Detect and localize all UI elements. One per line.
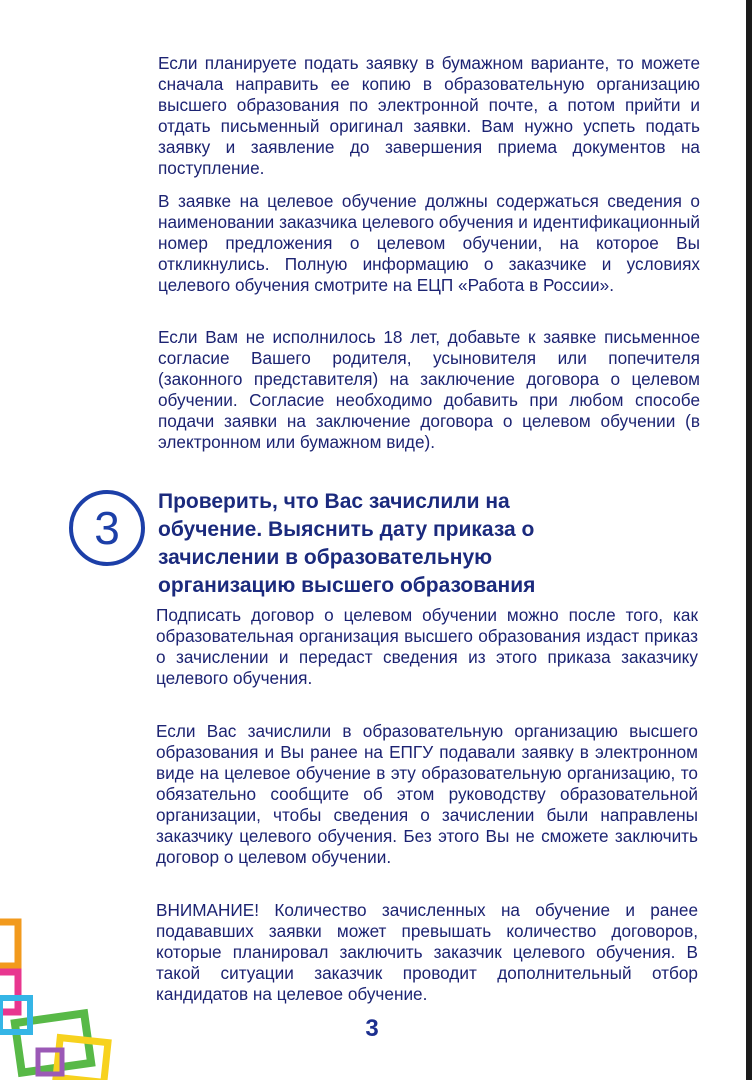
paragraph-notify-organization: Если Вас зачислили в образовательную организацию высшего образования и Вы ранее на ЕПГУ подавали заявку в электронном виде на целевое обучение в эту образовательную организацию, то обязательно сообщите об этом руководству образовательной организации, чтобы сведения о зачислении были направлены заказчику целевого обучения. Без этого Вы не сможете заключить договор о целевом обучении. (156, 721, 698, 867)
page-number: 3 (365, 1015, 379, 1042)
decorative-squares-graphic (0, 900, 140, 1080)
paragraph-sign-contract: Подписать договор о целевом обучении можно после того, как образовательная организация высшего образования издаст приказ о зачислении и передаст сведения из этого приказа заказчику целевого обучения. (156, 605, 698, 688)
paragraph-parent-consent: Если Вам не исполнилось 18 лет, добавьте к заявке письменное согласие Вашего родителя, усыновителя или попечителя (законного представителя) на заключение договора о целевом обучении. Согласие необходимо добавить при любом способе подачи заявки на заключение договора о целевом обучении (в электронном или бумажном виде). (158, 327, 700, 452)
paragraph-attention-notice: ВНИМАНИЕ! Количество зачисленных на обучение и ранее подававших заявки может превышать количество договоров, которые планировал заключить заказчик целевого обучения. В такой ситуации заказчик проводит дополнительный отбор кандидатов на целевое обучение. (156, 900, 698, 1004)
paragraph-application-contents: В заявке на целевое обучение должны содержаться сведения о наименовании заказчика целевого обучения и идентификационный номер предложения о целевом обучении, на которое Вы откликнулись. Полную информацию о заказчике и условиях целевого обучения смотрите на ЕЦП «Работа в России». (158, 191, 700, 295)
step-number-circle (69, 490, 145, 566)
step-number: 3 (94, 502, 120, 554)
paragraph-paper-application: Если планируете подать заявку в бумажном варианте, то можете сначала направить ее копию в образовательную организацию высшего образования по электронной почте, а потом прийти и отдать письменный оригинал заявки. Вам нужно успеть подать заявку и заявление до завершения приема документов на поступление. (158, 53, 700, 178)
page-edge (746, 0, 752, 1080)
step-title: Проверить, что Вас зачислили на обучение. Выяснить дату приказа о зачислении в образовательную организацию высшего образования (158, 490, 536, 597)
